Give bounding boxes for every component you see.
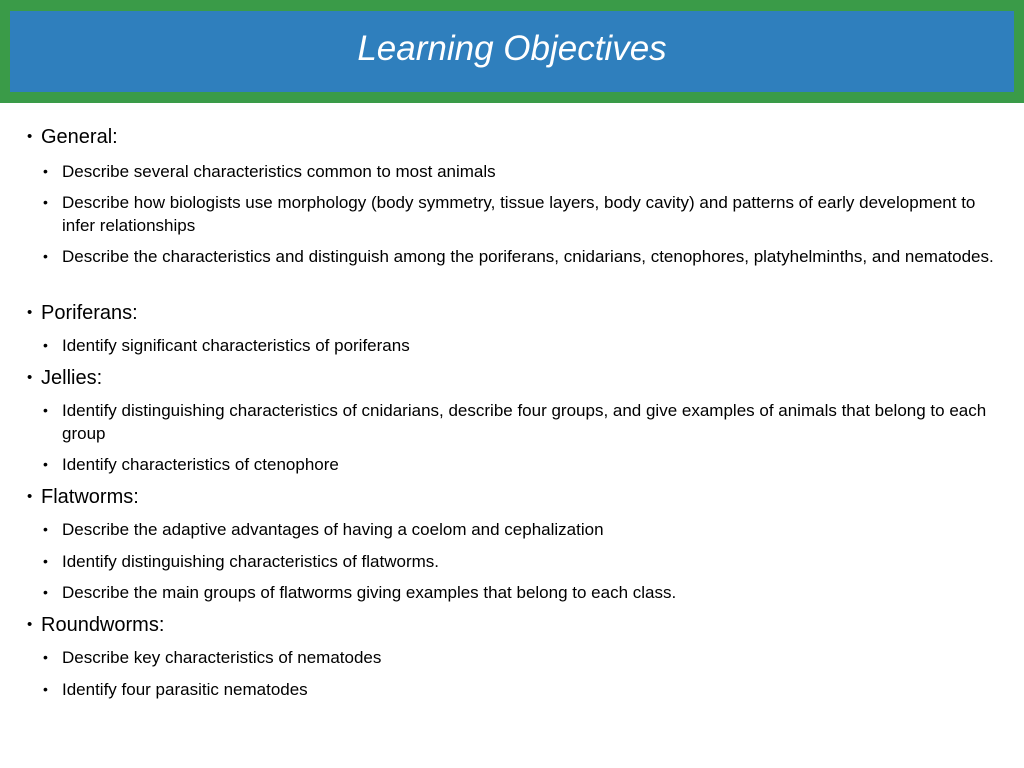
section-heading-label: Flatworms: bbox=[41, 486, 139, 508]
list-item bbox=[43, 160, 1003, 183]
list-item-text: Identify distinguishing characteristics of cnidarians, describe four groups, and give examples of animals that belong to each group bbox=[62, 401, 987, 443]
list-item bbox=[43, 518, 1003, 541]
list-item bbox=[43, 399, 1003, 445]
list-item-text: Describe the main groups of flatworms giving examples that belong to each class. bbox=[62, 583, 677, 602]
list-item-text: Describe how biologists use morphology (body symmetry, tissue layers, body cavity) and patterns of early development to infer relationships bbox=[62, 193, 976, 235]
list-item bbox=[43, 334, 1003, 357]
list-item bbox=[43, 678, 1003, 701]
bullet-icon: • bbox=[27, 304, 33, 321]
list-item-text: Describe the adaptive advantages of having a coelom and cephalization bbox=[62, 520, 604, 539]
bullet-icon: • bbox=[43, 553, 48, 569]
list-item-text: Identify distinguishing characteristics of flatworms. bbox=[62, 552, 439, 571]
bullet-icon: • bbox=[43, 163, 48, 179]
list-item bbox=[43, 581, 1003, 604]
slide-title: Learning Objectives bbox=[357, 28, 667, 68]
list-item-text: Describe key characteristics of nematodes bbox=[62, 648, 382, 667]
section-heading-label: Jellies: bbox=[41, 367, 103, 389]
list-item-text: Describe the characteristics and distinguish among the poriferans, cnidarians, ctenophores, platyhelminths, and nematodes. bbox=[62, 247, 994, 266]
bullet-icon: • bbox=[43, 649, 48, 665]
bullet-icon: • bbox=[27, 488, 33, 505]
bullet-icon: • bbox=[27, 616, 33, 633]
list-item bbox=[43, 550, 1003, 573]
bullet-icon: • bbox=[43, 681, 48, 697]
bullet-icon: • bbox=[27, 128, 33, 145]
bullet-icon: • bbox=[43, 248, 48, 264]
list-item-text: Identify significant characteristics of poriferans bbox=[62, 336, 410, 355]
list-item bbox=[43, 245, 1003, 268]
list-item-text: Identify four parasitic nematodes bbox=[62, 680, 308, 699]
list-item bbox=[43, 453, 1003, 476]
bullet-icon: • bbox=[43, 402, 48, 418]
list-item-text: Identify characteristics of ctenophore bbox=[62, 455, 339, 474]
section-heading-label: General: bbox=[41, 126, 118, 148]
bullet-icon: • bbox=[43, 584, 48, 600]
bullet-icon: • bbox=[43, 521, 48, 537]
bullet-icon: • bbox=[43, 337, 48, 353]
bullet-icon: • bbox=[43, 194, 48, 210]
section-heading-label: Roundworms: bbox=[41, 614, 165, 636]
list-item bbox=[43, 191, 1003, 237]
list-item bbox=[43, 646, 1003, 669]
bullet-icon: • bbox=[27, 369, 33, 386]
list-item-text: Describe several characteristics common to most animals bbox=[62, 162, 496, 181]
bullet-icon: • bbox=[43, 456, 48, 472]
section-heading-label: Poriferans: bbox=[41, 302, 138, 324]
